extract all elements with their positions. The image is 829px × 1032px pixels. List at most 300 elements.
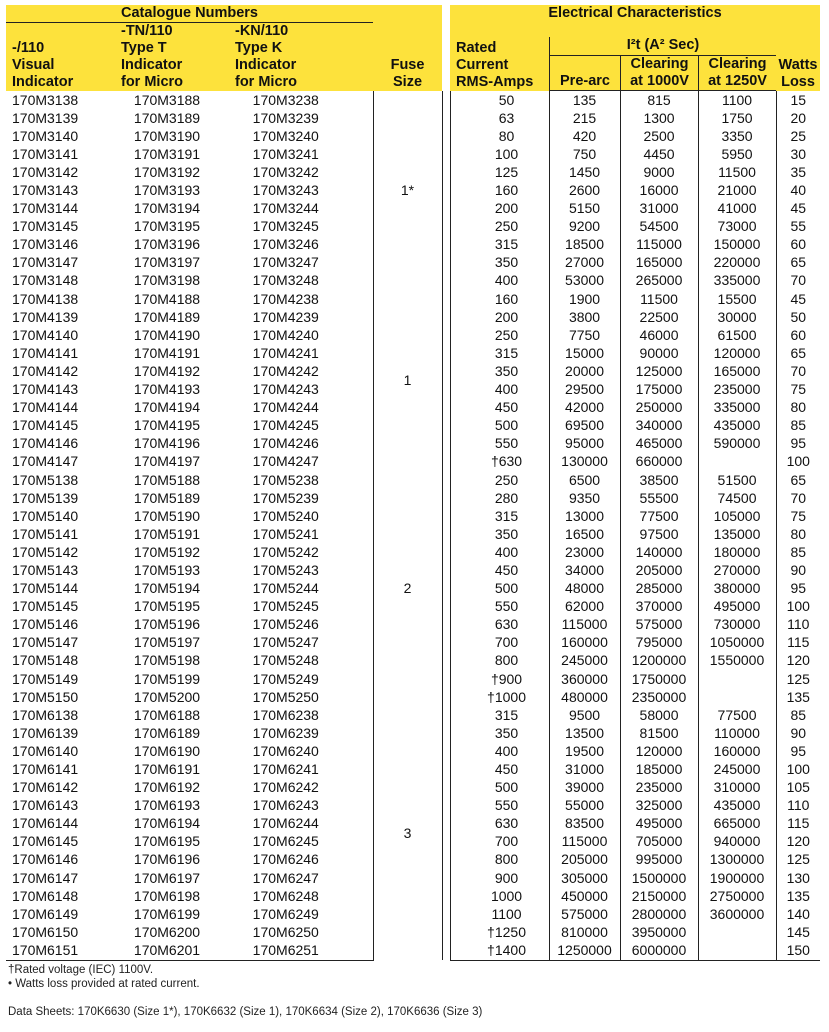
cell-prearc: 29500 [549,381,620,399]
cell-clearing-1000v: 1500000 [620,869,698,887]
cell-clearing-1000v: 97500 [620,525,698,543]
cell-visual-indicator: 170M6143 [12,797,79,814]
cell-clearing-1250v: 105000 [698,507,776,525]
cell-clearing-1250v: 335000 [698,272,776,290]
cell-rated-current: 250 [494,471,519,488]
cell-tn-indicator: 170M5188 [133,471,201,488]
cell-tn-indicator: 170M3191 [133,145,201,162]
cell-clearing-1250v: 590000 [698,435,776,453]
table-body [6,91,820,960]
cell-tn-indicator: 170M6198 [133,887,201,904]
cell-clearing-1250v: 160000 [698,742,776,760]
cell-clearing-1000v: 140000 [620,543,698,561]
cell-visual-indicator: 170M5146 [12,616,79,633]
cell-watts-loss: 115 [787,634,810,651]
cell-clearing-1250v: 77500 [698,706,776,724]
cell-visual-indicator: 170M4140 [12,326,79,343]
cell-watts-loss: 135 [786,688,810,705]
cell-tn-indicator: 170M6196 [133,851,201,868]
cell-prearc: 9500 [549,706,620,724]
cell-prearc: 205000 [549,851,620,869]
cell-tn-indicator: 170M3190 [133,127,201,144]
cell-tn-indicator: 170M3197 [133,254,201,271]
cell-visual-indicator: 170M3144 [12,200,79,217]
table-row [6,91,820,109]
cell-watts-loss: 20 [790,109,807,126]
cell-prearc: 9200 [549,218,620,236]
cell-clearing-1250v [698,688,776,706]
cell-watts-loss: 65 [790,471,807,488]
cell-watts-loss: 150 [776,941,820,960]
cell-kn-indicator: 170M6250 [252,923,319,940]
cell-rated-current: 400 [494,381,519,398]
cell-clearing-1000v: 285000 [620,580,698,598]
cell-watts-loss: 120 [786,833,810,850]
cell-clearing-1000v: 995000 [620,851,698,869]
cell-watts-loss: 40 [790,182,807,199]
cell-clearing-1250v: 3350 [698,127,776,145]
cell-clearing-1000v: 115000 [620,236,698,254]
cell-watts-loss: 95 [790,742,807,759]
cell-rated-current: 160 [494,182,519,199]
cell-clearing-1000v: 250000 [620,399,698,417]
cell-visual-indicator: 170M6140 [12,742,79,759]
cell-tn-indicator: 170M6190 [133,742,201,759]
cell-prearc: 575000 [549,905,620,923]
cell-prearc: 1900 [549,290,620,308]
cell-clearing-1250v: 380000 [698,580,776,598]
cell-kn-indicator: 170M6243 [252,797,319,814]
cell-rated-current: 400 [494,272,519,289]
cell-watts-loss: 55 [790,218,807,235]
cell-visual-indicator: 170M5149 [12,670,79,687]
cell-visual-indicator: 170M4139 [12,308,79,325]
cell-visual-indicator: 170M3140 [12,127,79,144]
cell-rated-current: †630 [490,453,523,470]
cell-prearc: 39000 [549,779,620,797]
cell-watts-loss: 120 [786,652,810,669]
cell-visual-indicator: 170M6139 [12,724,79,741]
cell-clearing-1000v: 11500 [620,290,698,308]
cell-clearing-1000v: 9000 [620,163,698,181]
cell-clearing-1000v: 235000 [620,779,698,797]
cell-watts-loss: 130 [786,869,810,886]
cell-visual-indicator: 170M3148 [12,272,79,289]
table-row [6,290,820,308]
cell-clearing-1250v [698,941,776,960]
cell-clearing-1250v: 1100 [698,91,776,109]
cell-kn-indicator: 170M4247 [252,453,319,470]
cell-kn-indicator: 170M6245 [252,833,319,850]
cell-visual-indicator: 170M5145 [12,598,79,615]
cell-clearing-1000v: 2500 [620,127,698,145]
cell-clearing-1250v: 74500 [698,489,776,507]
cell-kn-indicator: 170M4241 [252,344,319,361]
cell-watts-loss: 50 [790,308,807,325]
cell-kn-indicator: 170M4243 [252,381,319,398]
cell-kn-indicator: 170M5247 [252,634,319,651]
cell-watts-loss: 105 [786,779,810,796]
cell-clearing-1000v: 185000 [620,760,698,778]
cell-prearc: 55000 [549,797,620,815]
cell-tn-indicator: 170M5192 [133,543,201,560]
cell-clearing-1250v: 235000 [698,381,776,399]
cell-tn-indicator: 170M6195 [133,833,201,850]
cell-kn-indicator: 170M3239 [252,109,319,126]
cell-tn-indicator: 170M4193 [133,381,201,398]
cell-tn-indicator: 170M5199 [133,670,201,687]
cell-tn-indicator: 170M3195 [133,218,201,235]
cell-rated-current: 80 [498,127,515,144]
col-visual-indicator: -/110 Visual Indicator [6,23,115,92]
cell-clearing-1250v: 165000 [698,362,776,380]
cell-visual-indicator: 170M3142 [12,163,79,180]
cell-tn-indicator: 170M3196 [133,236,201,253]
col-clearing-1000v: Clearing at 1000V [621,56,699,91]
cell-clearing-1250v: 51500 [698,471,776,489]
cell-rated-current: 250 [494,218,519,235]
cell-prearc: 450000 [549,887,620,905]
cell-clearing-1000v: 660000 [620,453,698,471]
cell-watts-loss: 145 [786,923,810,940]
cell-rated-current: 630 [494,616,519,633]
cell-tn-indicator: 170M4195 [133,417,201,434]
cell-kn-indicator: 170M5243 [252,561,319,578]
cell-clearing-1000v: 795000 [620,634,698,652]
cell-clearing-1000v: 575000 [620,616,698,634]
cell-prearc: 750 [549,145,620,163]
cell-watts-loss: 80 [790,399,807,416]
cell-watts-loss: 45 [790,200,807,217]
cell-clearing-1250v: 150000 [698,236,776,254]
cell-kn-indicator: 170M6241 [252,761,319,778]
cell-clearing-1000v: 815 [620,91,698,109]
cell-watts-loss: 90 [790,561,807,578]
cell-watts-loss: 100 [786,761,810,778]
cell-rated-current: 200 [494,200,519,217]
cell-fuse-size: 1 [373,290,442,471]
cell-clearing-1000v: 4450 [620,145,698,163]
column-gap [442,290,450,471]
cell-clearing-1000v: 495000 [620,815,698,833]
cell-tn-indicator: 170M4189 [133,308,201,325]
cell-visual-indicator: 170M3145 [12,218,79,235]
cell-visual-indicator: 170M4141 [12,344,79,361]
cell-prearc: 27000 [549,254,620,272]
catalogue-numbers-heading: Catalogue Numbers [6,5,373,23]
cell-kn-indicator: 170M5248 [252,652,319,669]
cell-clearing-1000v: 125000 [620,362,698,380]
cell-rated-current: 100 [494,145,519,162]
cell-watts-loss: 75 [790,381,807,398]
col-watts-loss: Watts Loss [776,23,820,92]
cell-watts-loss: 65 [790,254,807,271]
cell-clearing-1000v: 58000 [620,706,698,724]
cell-rated-current: 450 [494,399,519,416]
cell-watts-loss: 135 [786,887,810,904]
cell-clearing-1000v: 165000 [620,254,698,272]
cell-rated-current: 280 [494,489,519,506]
cell-rated-current: 550 [494,797,519,814]
cell-kn-indicator: 170M6240 [252,742,319,759]
cell-kn-indicator: 170M5240 [252,507,319,524]
cell-visual-indicator: 170M3143 [12,182,79,199]
cell-kn-indicator: 170M3246 [252,236,319,253]
cell-prearc: 480000 [549,688,620,706]
cell-rated-current: 200 [494,308,519,325]
col-tn-indicator: -TN/110 Type T Indicator for Micro [115,23,229,92]
cell-watts-loss: 60 [790,236,807,253]
cell-tn-indicator: 170M6188 [133,706,201,723]
cell-clearing-1250v: 135000 [698,525,776,543]
cell-rated-current: 125 [494,163,519,180]
cell-clearing-1250v: 1300000 [698,851,776,869]
cell-watts-loss: 45 [790,290,807,307]
cell-watts-loss: 70 [790,489,807,506]
cell-rated-current: 250 [494,326,519,343]
cell-clearing-1000v: 1300 [620,109,698,127]
cell-clearing-1250v: 110000 [698,724,776,742]
cell-kn-indicator: 170M4246 [252,435,319,452]
column-gap [442,471,450,706]
cell-tn-indicator: 170M4191 [133,344,201,361]
cell-prearc: 305000 [549,869,620,887]
cell-kn-indicator: 170M3247 [252,254,319,271]
cell-clearing-1250v: 21000 [698,181,776,199]
cell-watts-loss: 140 [786,905,810,922]
cell-prearc: 95000 [549,435,620,453]
cell-tn-indicator: 170M5194 [133,580,201,597]
table-header [6,5,820,91]
cell-clearing-1000v: 22500 [620,308,698,326]
cell-clearing-1000v: 2800000 [620,905,698,923]
cell-visual-indicator: 170M5147 [12,634,79,651]
cell-rated-current: 800 [494,851,519,868]
cell-watts-loss: 110 [787,797,810,814]
cell-prearc: 69500 [549,417,620,435]
cell-kn-indicator: 170M4238 [252,290,319,307]
table-row [6,706,820,724]
cell-prearc: 810000 [549,923,620,941]
cell-prearc: 1250000 [549,941,620,960]
cell-prearc: 53000 [549,272,620,290]
header-gap [442,5,450,91]
cell-clearing-1250v: 220000 [698,254,776,272]
cell-rated-current: 500 [494,580,519,597]
cell-visual-indicator: 170M6148 [12,887,79,904]
cell-clearing-1250v: 61500 [698,326,776,344]
cell-prearc: 160000 [549,634,620,652]
cell-kn-indicator: 170M4240 [252,326,319,343]
cell-kn-indicator: 170M6247 [252,869,319,886]
cell-tn-indicator: 170M6201 [115,941,229,960]
cell-prearc: 31000 [549,760,620,778]
cell-clearing-1250v [698,670,776,688]
cell-clearing-1000v: 265000 [620,272,698,290]
cell-rated-current: 900 [494,869,519,886]
cell-tn-indicator: 170M3194 [133,200,201,217]
cell-rated-current: †1000 [487,688,526,705]
cell-rated-current: 1000 [490,887,523,904]
cell-clearing-1000v: 55500 [620,489,698,507]
cell-clearing-1250v: 495000 [698,598,776,616]
cell-kn-indicator: 170M3244 [252,200,319,217]
cell-visual-indicator: 170M5144 [12,580,79,597]
cell-rated-current: 50 [498,91,515,108]
cell-clearing-1000v: 46000 [620,326,698,344]
cell-rated-current: 315 [494,236,519,253]
cell-rated-current: 500 [494,779,519,796]
cell-clearing-1000v: 370000 [620,598,698,616]
cell-watts-loss: 25 [790,127,807,144]
cell-rated-current: 315 [494,706,519,723]
cell-kn-indicator: 170M5245 [252,598,319,615]
cell-visual-indicator: 170M5142 [12,543,79,560]
cell-clearing-1250v: 41000 [698,200,776,218]
cell-watts-loss: 125 [786,670,810,687]
cell-visual-indicator: 170M3147 [12,254,79,271]
cell-kn-indicator: 170M3240 [252,127,319,144]
cell-visual-indicator: 170M5143 [12,561,79,578]
cell-clearing-1250v [698,923,776,941]
cell-tn-indicator: 170M5189 [133,489,201,506]
cell-watts-loss: 100 [786,453,810,470]
cell-kn-indicator: 170M3238 [252,91,319,108]
cell-watts-loss: 115 [787,815,810,832]
cell-kn-indicator: 170M5239 [252,489,319,506]
cell-clearing-1000v: 6000000 [620,941,698,960]
cell-visual-indicator: 170M6142 [12,779,79,796]
cell-visual-indicator: 170M6150 [12,923,79,940]
cell-visual-indicator: 170M4143 [12,381,79,398]
cell-rated-current: 350 [494,362,519,379]
cell-clearing-1000v: 1750000 [620,670,698,688]
cell-prearc: 13500 [549,724,620,742]
cell-kn-indicator: 170M4245 [252,417,319,434]
col-clearing-1250v: Clearing at 1250V [699,56,777,91]
cell-visual-indicator: 170M3146 [12,236,79,253]
cell-rated-current: 550 [494,598,519,615]
cell-kn-indicator: 170M3242 [252,163,319,180]
cell-tn-indicator: 170M5198 [133,652,201,669]
cell-prearc: 115000 [549,616,620,634]
cell-clearing-1250v: 940000 [698,833,776,851]
cell-visual-indicator: 170M6147 [12,869,79,886]
cell-kn-indicator: 170M5244 [252,580,319,597]
cell-tn-indicator: 170M4194 [133,399,201,416]
cell-watts-loss: 70 [790,272,807,289]
cell-prearc: 62000 [549,598,620,616]
cell-kn-indicator: 170M5241 [252,525,319,542]
cell-kn-indicator: 170M3245 [252,218,319,235]
cell-kn-indicator: 170M6239 [252,724,319,741]
fuse-catalogue-table [6,5,820,961]
cell-tn-indicator: 170M6199 [133,905,201,922]
cell-prearc: 245000 [549,652,620,670]
cell-tn-indicator: 170M4188 [133,290,201,307]
col-prearc: Pre-arc [550,56,621,91]
cell-tn-indicator: 170M6193 [133,797,201,814]
cell-clearing-1250v: 730000 [698,616,776,634]
cell-prearc: 9350 [549,489,620,507]
cell-clearing-1250v: 2750000 [698,887,776,905]
cell-kn-indicator: 170M3243 [252,182,319,199]
cell-prearc: 83500 [549,815,620,833]
cell-clearing-1000v: 16000 [620,181,698,199]
cell-clearing-1250v: 1900000 [698,869,776,887]
cell-tn-indicator: 170M4196 [133,435,201,452]
cell-prearc: 15000 [549,344,620,362]
cell-visual-indicator: 170M6146 [12,851,79,868]
column-gap [442,706,450,960]
cell-visual-indicator: 170M6151 [6,941,115,960]
cell-visual-indicator: 170M5138 [12,471,79,488]
cell-visual-indicator: 170M6141 [12,761,79,778]
cell-clearing-1000v: 705000 [620,833,698,851]
col-kn-indicator: -KN/110 Type K Indicator for Micro [229,23,373,92]
cell-clearing-1000v: 120000 [620,742,698,760]
i2t-group-heading [549,23,776,92]
cell-clearing-1000v: 465000 [620,435,698,453]
cell-prearc: 13000 [549,507,620,525]
cell-visual-indicator: 170M5148 [12,652,79,669]
cell-clearing-1250v: 310000 [698,779,776,797]
cell-rated-current: 450 [494,761,519,778]
cell-clearing-1250v: 435000 [698,417,776,435]
cell-rated-current: 450 [494,561,519,578]
cell-rated-current: 500 [494,417,519,434]
cell-tn-indicator: 170M6192 [133,779,201,796]
cell-kn-indicator: 170M5249 [252,670,319,687]
cell-rated-current: 160 [494,290,519,307]
cell-clearing-1000v: 340000 [620,417,698,435]
cell-clearing-1000v: 31000 [620,200,698,218]
cell-watts-loss: 125 [786,851,810,868]
cell-kn-indicator: 170M6242 [252,779,319,796]
cell-visual-indicator: 170M4138 [12,290,79,307]
cell-kn-indicator: 170M4242 [252,362,319,379]
cell-kn-indicator: 170M6249 [252,905,319,922]
cell-visual-indicator: 170M6145 [12,833,79,850]
cell-clearing-1250v: 665000 [698,815,776,833]
cell-tn-indicator: 170M6189 [133,724,201,741]
cell-rated-current: 630 [494,815,519,832]
cell-fuse-size: 1* [373,91,442,290]
cell-tn-indicator: 170M4190 [133,326,201,343]
cell-rated-current: 315 [494,344,519,361]
cell-prearc: 215 [549,109,620,127]
cell-clearing-1000v: 2350000 [620,688,698,706]
cell-clearing-1000v: 38500 [620,471,698,489]
cell-prearc: 18500 [549,236,620,254]
cell-rated-current: 400 [494,742,519,759]
cell-watts-loss: 15 [790,91,807,108]
cell-watts-loss: 60 [790,326,807,343]
cell-clearing-1250v [698,453,776,471]
cell-rated-current: 350 [494,525,519,542]
cell-clearing-1250v: 73000 [698,218,776,236]
cell-watts-loss: 70 [790,362,807,379]
cell-rated-current: 315 [494,507,519,524]
cell-tn-indicator: 170M5195 [133,598,201,615]
cell-visual-indicator: 170M4142 [12,362,79,379]
cell-watts-loss: 95 [790,435,807,452]
cell-clearing-1000v: 2150000 [620,887,698,905]
cell-watts-loss: 100 [786,598,810,615]
note-watts-loss: • Watts loss provided at rated current. [8,978,200,990]
cell-tn-indicator: 170M5200 [133,688,201,705]
cell-clearing-1000v: 325000 [620,797,698,815]
